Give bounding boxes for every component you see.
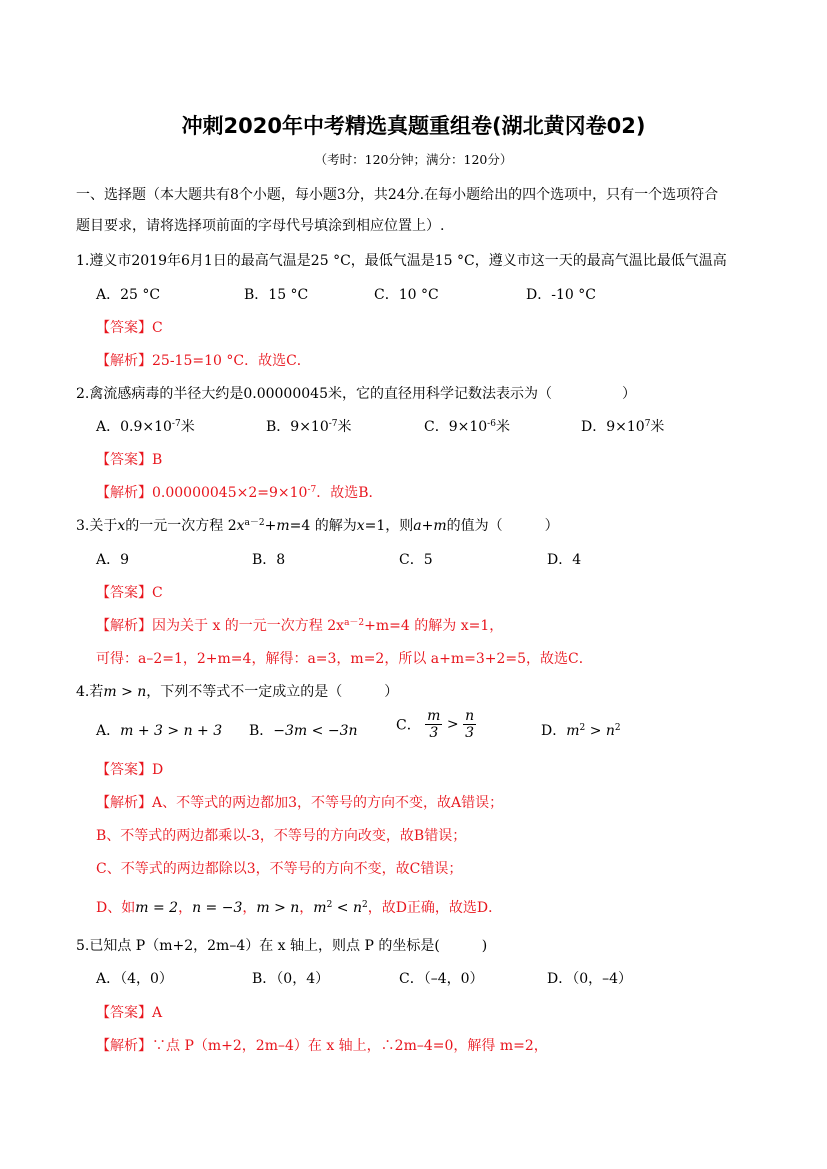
q4-option-c: C． $\frac{m}{3}$ > $\frac{n}{3}$ [396,708,475,741]
q3-analysis-line2: 可得：a–2=1，2+m=4，解得：a=3，m=2，所以 a+m=3+2=5，故选C． [96,651,593,667]
section-intro-line2: 题目要求，请将选择项前面的字母代号填涂到相应位置上）. [76,218,445,234]
q4-answer: 【答案】D [96,762,164,778]
q4-analysis-b: B、不等式的两边都乘以-3，不等号的方向改变，故B错误； [96,828,467,844]
exam-info: （考时：120分钟；满分：120分） [314,152,513,167]
q4-option-a: A．m + 3 > n + 3 [96,723,223,739]
q4-option-b: B．−3m < −3n [249,723,358,739]
q2-option-c: C．$9\times 10^{-6}$米 [424,419,510,435]
q4-analysis-a: 【解析】A、不等式的两边都加3，不等号的方向不变，故A错误； [96,795,504,811]
q3-option-a: A．9 [96,552,130,568]
q1-option-b: B．15 °C [244,287,309,303]
q2-analysis: 【解析】$0.00000045\times 2=9\times 10^{-7}$．故选B． [96,485,383,501]
q4-stem: 4.若m > n，下列不等式不一定成立的是（ ） [76,684,399,700]
q5-answer: 【答案】A [96,1005,163,1021]
q1-stem: 1.遵义市2019年6月1日的最高气温是25 °C，最低气温是15 °C，遵义市这一天的最高气温比最低气温高 [76,253,727,269]
q1-answer: 【答案】C [96,320,163,336]
fraction-n-over-3: $\frac{n}{3}$ [465,708,475,741]
q2-option-a: A．$0.9\times 10^{-7}$米 [96,419,195,435]
q1-option-d: D．-10 °C [526,287,596,303]
q3-option-c: C．5 [399,552,433,568]
q3-option-b: B．8 [252,552,286,568]
q2-option-d: D．$9\times 10^7$米 [581,419,665,435]
q5-option-a: A．（4，0） [96,971,173,987]
q3-option-d: D．4 [547,552,582,568]
q5-analysis: 【解析】∵点 P（m+2，2m–4）在 x 轴上，∴2m–4=0，解得 m=2， [96,1038,548,1054]
q3-answer: 【答案】C [96,585,163,601]
q5-option-c: C．（–4，0） [399,971,484,987]
q5-option-b: B．（0，4） [252,971,330,987]
page-title: 冲刺2020年中考精选真题重组卷(湖北黄冈卷02) [181,114,646,138]
q3-stem: 3.关于x的一元一次方程 $2x^{a-2}+m=4$ 的解为x=1，则a+m的值为（ ） [76,518,559,534]
q4-analysis-d: D、如m = 2，n = −3，m > n，$m^2 < n^2$，故D正确，故选D． [96,900,503,916]
fraction-m-over-3: $\frac{m}{3}$ [427,708,441,741]
q1-option-a: A．25 °C [96,287,161,303]
q5-option-d: D．（0，–4） [547,971,633,987]
q2-option-b: B．$9\times 10^{-7}$米 [266,419,352,435]
q4-option-d: D．$m^2 > n^2$ [541,723,621,739]
q1-analysis: 【解析】25-15=10 °C．故选C． [96,353,311,369]
q4-analysis-c: C、不等式的两边都除以3，不等号的方向不变，故C错误； [96,861,463,877]
q2-stem: 2.禽流感病毒的半径大约是0.00000045米，它的直径用科学记数法表示为（ ） [76,386,636,402]
q2-answer: 【答案】B [96,452,163,468]
q1-option-c: C．10 °C [374,287,439,303]
q5-stem: 5.已知点 P（m+2，2m–4）在 x 轴上，则点 P 的坐标是( ) [76,938,488,954]
section-intro-line1: 一、选择题（本大题共有8个小题，每小题3分，共24分.在每小题给出的四个选项中，只有一个选项符合 [76,187,719,203]
q3-analysis-line1: 【解析】因为关于 x 的一元一次方程 $2x^{a-2}+m=4$ 的解为 x=1， [96,618,504,634]
